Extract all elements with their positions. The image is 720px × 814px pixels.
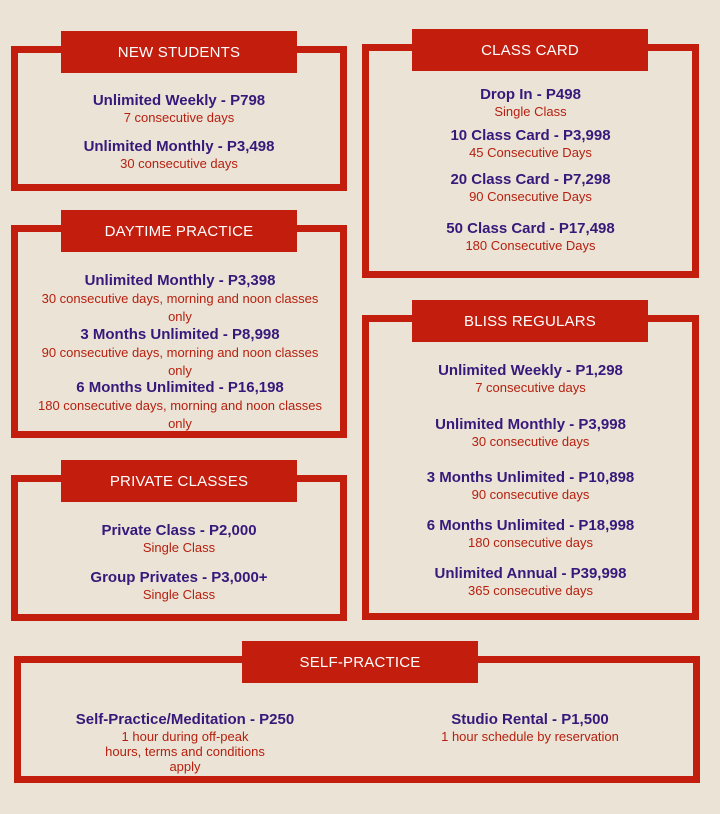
- plan-detail: 7 consecutive days: [123, 110, 235, 125]
- plan-detail: 30 consecutive days: [120, 156, 238, 171]
- list-item: [362, 517, 699, 550]
- list-item: [362, 416, 699, 449]
- list-item: [30, 326, 330, 380]
- plan-detail: 1 hour schedule by reservation: [441, 729, 619, 744]
- list-item: [362, 220, 699, 253]
- plan-detail: 90 consecutive days, morning and noon classes only: [41, 345, 319, 378]
- plan-detail: 7 consecutive days: [475, 380, 586, 395]
- plan-detail: 90 consecutive days: [471, 487, 590, 502]
- plan-name: Unlimited Annual - P39,998: [434, 565, 627, 582]
- list-item: [362, 362, 699, 395]
- plan-name: 20 Class Card - P7,298: [450, 171, 611, 188]
- plan-detail: 1 hour during off-peak hours, terms and conditions apply: [105, 729, 265, 774]
- plan-name: Unlimited Monthly - P3,498: [83, 138, 275, 155]
- plan-name: 50 Class Card - P17,498: [446, 220, 615, 237]
- list-item: [362, 565, 699, 598]
- list-item: [30, 272, 330, 326]
- list-item: [400, 711, 660, 744]
- private-classes-heading: PRIVATE CLASSES: [61, 460, 297, 502]
- new-students-heading: NEW STUDENTS: [61, 31, 297, 73]
- list-item: [11, 569, 347, 602]
- plan-detail: Single Class: [494, 104, 567, 119]
- bliss-regulars-heading: BLISS REGULARS: [412, 300, 648, 342]
- plan-name: Unlimited Monthly - P3,998: [435, 416, 626, 433]
- plan-name: 3 Months Unlimited - P10,898: [426, 469, 635, 486]
- plan-detail: 180 consecutive days, morning and noon classes only: [37, 398, 322, 431]
- plan-name: Unlimited Monthly - P3,398: [84, 272, 276, 289]
- list-item: [11, 522, 347, 555]
- list-item: [11, 138, 347, 171]
- plan-detail: 365 consecutive days: [467, 583, 594, 598]
- list-item: [40, 711, 330, 774]
- plan-name: 10 Class Card - P3,998: [450, 127, 611, 144]
- plan-detail: Single Class: [142, 540, 216, 555]
- plan-detail: 180 Consecutive Days: [465, 238, 596, 253]
- list-item: [362, 86, 699, 119]
- self-practice-heading: SELF-PRACTICE: [242, 641, 478, 683]
- plan-name: 6 Months Unlimited - P16,198: [76, 379, 284, 396]
- plan-name: Private Class - P2,000: [101, 522, 257, 539]
- plan-name: Drop In - P498: [480, 86, 581, 103]
- plan-detail: 180 consecutive days: [467, 535, 594, 550]
- plan-name: 3 Months Unlimited - P8,998: [80, 326, 280, 343]
- plan-name: Studio Rental - P1,500: [451, 711, 609, 728]
- plan-name: Unlimited Weekly - P798: [92, 92, 266, 109]
- list-item: [362, 171, 699, 204]
- plan-detail: Single Class: [142, 587, 216, 602]
- plan-name: Unlimited Weekly - P1,298: [438, 362, 623, 379]
- plan-name: Group Privates - P3,000+: [90, 569, 268, 586]
- class-card-heading: CLASS CARD: [412, 29, 648, 71]
- list-item: [362, 469, 699, 502]
- list-item: [11, 92, 347, 125]
- list-item: [28, 379, 332, 433]
- plan-name: 6 Months Unlimited - P18,998: [426, 517, 635, 534]
- plan-detail: 30 consecutive days, morning and noon classes only: [41, 291, 319, 324]
- list-item: [362, 127, 699, 160]
- daytime-practice-heading: DAYTIME PRACTICE: [61, 210, 297, 252]
- plan-detail: 45 Consecutive Days: [469, 145, 592, 160]
- plan-detail: 90 Consecutive Days: [469, 189, 592, 204]
- plan-detail: 30 consecutive days: [471, 434, 590, 449]
- plan-name: Self-Practice/Meditation - P250: [75, 711, 295, 728]
